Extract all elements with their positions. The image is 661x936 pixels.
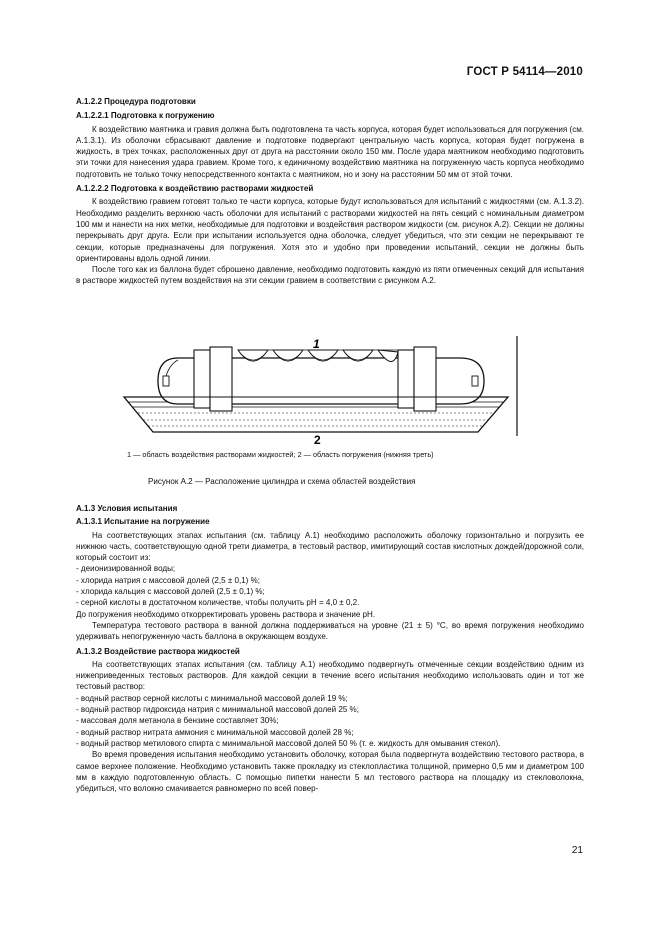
- figure-title: Рисунок А.2 — Расположение цилиндра и схема областей воздействия: [148, 477, 416, 486]
- paragraph: После того как из баллона будет сброшено давление, необходимо подготовить каждую из пяти отмеченных секций для испытания в растворе жидкостей путем воздействия на эти секции гравием в соответствии с рисунком А.2.: [76, 265, 584, 286]
- list-item: - массовая доля метанола в бензине составляет 30%;: [76, 715, 584, 726]
- paragraph: До погружения необходимо откорректировать уровень раствора и значение pH.: [76, 609, 376, 619]
- section-title: А.1.3 Условия испытания: [76, 504, 178, 513]
- list-item: - хлорида кальция с массовой долей (2,5 ± 0,1) %;: [76, 586, 584, 597]
- bullet-list: [76, 563, 584, 608]
- figure-legend: 1 — область воздействия растворами жидкостей; 2 — область погружения (нижняя треть): [127, 450, 434, 459]
- paragraph: Во время проведения испытания необходимо установить оболочку, которая была подвергнута воздействию тестового раствора, в самое верхнее положение. Необходимо установить также прокладку из стеклопластика толщиной, примерно 0,5 мм и диаметром 100 мм в каждую подготовленную область. С помощью пипетки нанести 5 мл тестового раствора на площадку из стекловолокна, убедиться, что волокно смачивается равномерно по всей повер-: [76, 750, 584, 794]
- subsection-title: А.1.3.1 Испытание на погружение: [76, 517, 210, 527]
- section-title: А.1.2.2 Процедура подготовки: [76, 97, 196, 106]
- paragraph: К воздействию гравием готовят только те части корпуса, которые будут использоваться для испытаний с жидкостями (см. А.1.3.2). Необходимо разделить верхнюю часть оболочки для испытаний с растворами жидкостей на пять секций с номинальным диаметром 100 мм и нанести на них метки, необходимые для подготовки и воздействия раствором жидкости (см. рисунок А.2). Секции не должны перекрывать друг друга. Если при испытании используется одна оболочка, следует убедиться, что эти секции не перекрывают те секции, которые предназначены для погружения. Хотя это и удобно при проведении испытаний, секции не должны быть ориентированы вдоль одной линии.: [76, 197, 584, 263]
- section-a1-3: [76, 503, 584, 794]
- list-item: - водный раствор нитрата аммония с минимальной массовой долей 28 %;: [76, 727, 584, 738]
- bullet-list: [76, 693, 584, 749]
- paragraph: На соответствующих этапах испытания (см. таблицу А.1) необходимо расположить оболочку горизонтально и погрузить ее нижнюю часть, соответствующую одной трети диаметра, в тестовый раствор, имитирующий состав кислотных дождей/дорожной соли, который состоит из:: [76, 530, 584, 563]
- figure-label-1: 1: [313, 337, 320, 351]
- paragraph: К воздействию маятника и гравия должна быть подготовлена та часть корпуса, которая будет использоваться для погружения (см. А.1.3.1). Из оболочки сбрасывают давление и подготовке подвергают центральную часть корпуса, которая будет погружена в жидкость, в трех точках, расположенных друг от друга на расстоянии около 150 мм. После удара маятником необходимо подготовить эти точки для нанесения удара гравием. Кроме того, к единичному воздействию маятника на погруженную часть корпуса необходимо подготовить не только точку непосредственного контакта с маятником, но и зону на расстоянии 50 мм от этой точки.: [76, 124, 584, 179]
- paragraph: На соответствующих этапах испытания (см. таблицу А.1) необходимо подвергнуть отмеченные секции воздействию одним из нижеприведенных тестовых растворов. Для каждой секции в течение всего испытания необходимо использовать один и тот же тестовый раствор:: [76, 659, 584, 692]
- figure-label-2: 2: [314, 433, 321, 447]
- list-item: - деионизированной воды;: [76, 563, 584, 574]
- list-item: - водный раствор серной кислоты с минимальной массовой долей 19 %;: [76, 693, 584, 704]
- subsection-title: А.1.2.2.1 Подготовка к погружению: [76, 111, 215, 121]
- page-number: 21: [571, 845, 583, 856]
- list-item: - серной кислоты в достаточном количестве, чтобы получить pH = 4,0 ± 0,2.: [76, 597, 584, 608]
- list-item: - водный раствор метилового спирта с минимальной массовой долей 50 % (т. е. жидкость для омывания стекол).: [76, 738, 584, 749]
- paragraph: Температура тестового раствора в ванной должна поддерживаться на уровне (21 ± 5) °С, во время погружения необходимо удерживать непогруженную часть баллона в окружающем воздухе.: [76, 620, 584, 642]
- document-code: ГОСТ Р 54114—2010: [466, 66, 583, 78]
- subsection-title: А.1.3.2 Воздействие раствора жидкостей: [76, 646, 240, 656]
- list-item: - водный раствор гидроксида натрия с минимальной массовой долей 25 %;: [76, 704, 584, 715]
- subsection-title: А.1.2.2.2 Подготовка к воздействию растворами жидкостей: [76, 184, 314, 194]
- list-item: - хлорида натрия с массовой долей (2,5 ± 0,1) %;: [76, 575, 584, 586]
